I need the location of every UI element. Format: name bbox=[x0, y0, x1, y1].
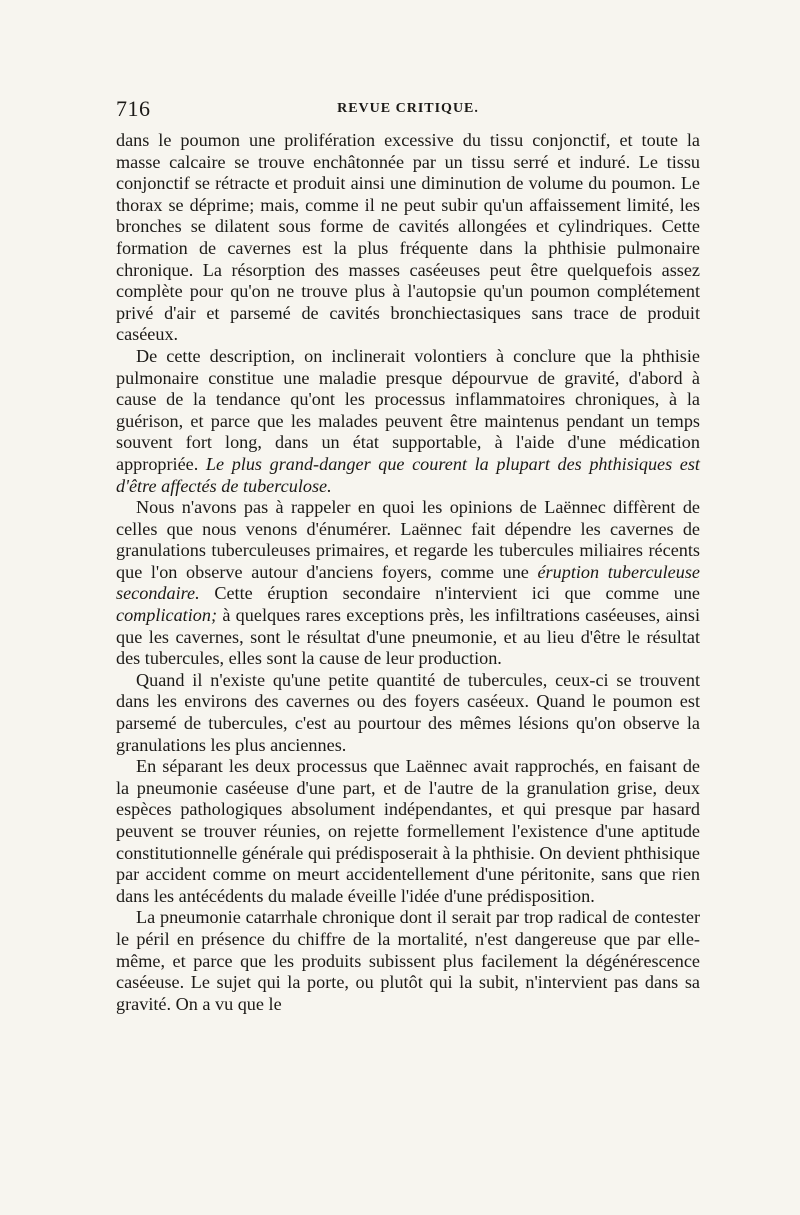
body-text bbox=[116, 130, 700, 1015]
page-number: 716 bbox=[116, 96, 151, 121]
text-run: dans le poumon une prolifération excessive du tissu conjonctif, et toute la masse calcaire se trouve enchâtonnée par un tissu serré et induré. Le tissu conjonctif se rétracte et produit ainsi une diminution de volume du poumon. Le thorax se déprime; mais, comme il ne peut subir qu'un affaissement limité, les bronches se dilatent sous forme de cavités allongées et cylindriques. Cette formation de cavernes est la plus fréquente dans la phthisie pulmonaire chronique. La résorption des masses caséeuses peut être quelquefois assez complète pour qu'on ne trouve plus à l'autopsie qu'un poumon complétement privé d'air et parsemé de cavités bronchiectasiques sans trace de produit caséeux. bbox=[116, 130, 700, 345]
paragraph bbox=[116, 130, 700, 346]
paragraph bbox=[116, 497, 700, 670]
text-run: De cette description, on inclinerait volontiers à conclure que la phthisie pulmonaire constitue une maladie presque dépourvue de gravité, d'abord à cause de la tendance qu'ont les processus inflammatoires chroniques, à la guérison, et parce que les malades peuvent être maintenus pendant un temps souvent fort long, dans un état supportable, à l'aide d'une médication appropriée. bbox=[116, 345, 700, 474]
italic-run: complication; bbox=[116, 605, 218, 626]
paragraph bbox=[116, 756, 700, 907]
text-run: En séparant les deux processus que Laënnec avait rapprochés, en faisant de la pneumonie caséeuse d'une part, et de l'autre de la granulation grise, deux espèces pathologiques absolument indépendantes, et qui presque par hasard peuvent se trouver réunies, on rejette formellement l'existence d'une aptitude constitutionnelle générale qui prédisposerait à la phthisie. On devient phthisique par accident comme on meurt accidentellement d'une péritonite, sans que rien dans les antécédents du malade éveille l'idée d'une prédisposition. bbox=[116, 756, 700, 906]
text-run: Nous n'avons pas à rappeler en quoi les opinions de Laënnec diffèrent de celles que nous venons d'énumérer. Laënnec fait dépendre les cavernes de granulations tuberculeuses primaires, et regarde les tubercules miliaires récents que l'on observe autour d'anciens foyers, comme une bbox=[116, 497, 700, 582]
italic-run: éruption tuberculeuse secondaire. bbox=[116, 561, 700, 604]
text-run: à quelques rares exceptions près, les infiltrations caséeuses, ainsi que les cavernes, sont le résultat d'une pneumonie, et au lieu d'être le résultat des tubercules, elles sont la cause de leur production. bbox=[116, 605, 700, 669]
running-header bbox=[116, 96, 700, 126]
paragraph bbox=[116, 346, 700, 497]
paragraph bbox=[116, 670, 700, 756]
text-run: Quand il n'existe qu'une petite quantité de tubercules, ceux-ci se trouvent dans les environs des cavernes ou des foyers caséeux. Quand le poumon est parsemé de tubercules, c'est au pourtour des mêmes lésions qu'on observe la granulations les plus anciennes. bbox=[116, 669, 700, 755]
text-run: La pneumonie catarrhale chronique dont il serait par trop radical de contester le péril en présence du chiffre de la mortalité, n'est dangereuse que par elle-même, et parce que les produits subissent plus facilement la dégénérescence caséeuse. Le sujet qui la porte, ou plutôt qui la subit, n'intervient pas dans sa gravité. On a vu que le bbox=[116, 907, 700, 1014]
paragraph bbox=[116, 907, 700, 1015]
journal-title: REVUE CRITIQUE. bbox=[337, 101, 479, 116]
text-run: Cette éruption secondaire n'intervient ici que comme une bbox=[199, 583, 700, 604]
italic-run: Le plus grand-danger que courent la plupart des phthisiques est d'être affectés de tuberculose. bbox=[116, 453, 700, 496]
